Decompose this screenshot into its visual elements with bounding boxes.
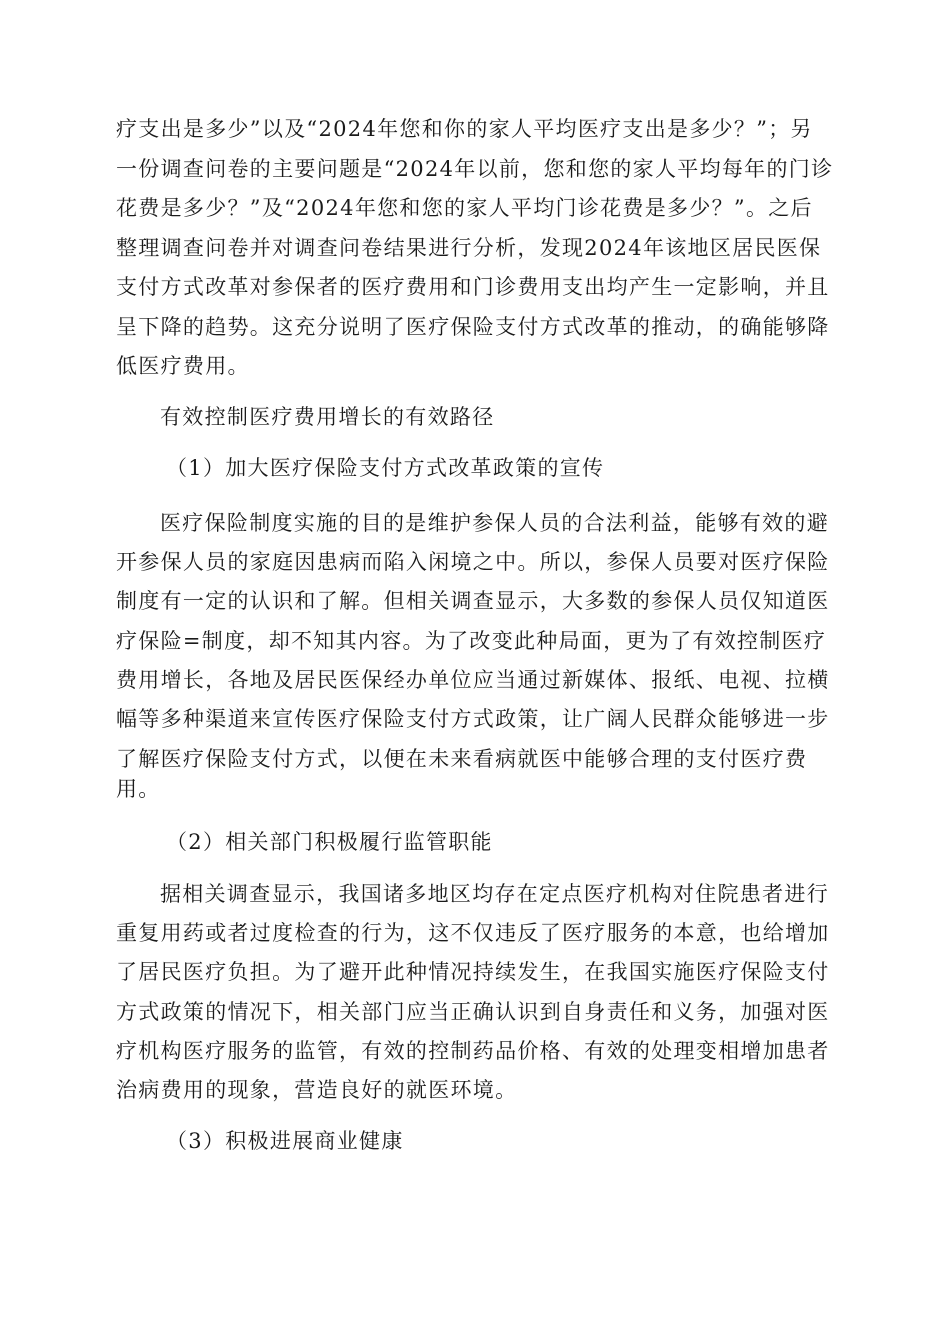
paragraph-line: 开参保人员的家庭因患病而陷入闲境之中。所以，参保人员要对医疗保险 (116, 550, 830, 574)
paragraph-line: 花费是多少？”及“2024年您和您的家人平均门诊花费是多少？”。之后 (116, 196, 813, 220)
paragraph-line: 费用增长，各地及居民医保经办单位应当通过新媒体、报纸、电视、拉横 (116, 668, 830, 692)
paragraph-line: 幅等多种渠道来宣传医疗保险支付方式政策，让广阔人民群众能够进一步 (116, 707, 830, 731)
paragraph-line: 治病费用的现象，营造良好的就医环境。 (116, 1078, 518, 1102)
paragraph-line: 疗支出是多少”以及“2024年您和你的家人平均医疗支出是多少？”；另 (116, 117, 813, 141)
paragraph-line: 低医疗费用。 (116, 354, 250, 378)
paragraph-line: 了解医疗保险支付方式，以便在未来看病就医中能够合理的支付医疗费 (116, 747, 808, 771)
paragraph-line: 一份调查问卷的主要问题是“2024年以前，您和您的家人平均每年的门诊 (116, 157, 834, 181)
section-heading: 有效控制医疗费用增长的有效路径 (160, 405, 495, 429)
subsection-heading: （1）加大医疗保险支付方式改革政策的宣传 (166, 456, 605, 480)
paragraph-line: 用。 (116, 777, 161, 801)
subsection-heading: （2）相关部门积极履行监管职能 (166, 830, 493, 854)
paragraph-line: 支付方式改革对参保者的医疗费用和门诊费用支出均产生一定影响，并且 (116, 275, 830, 299)
paragraph-line: 据相关调查显示，我国诸多地区均存在定点医疗机构对住院患者进行 (160, 882, 829, 906)
paragraph-line: 疗保险=制度，却不知其内容。为了改变此种局面，更为了有效控制医疗 (116, 629, 827, 653)
paragraph-line: 疗机构医疗服务的监管，有效的控制药品价格、有效的处理变相增加患者 (116, 1039, 830, 1063)
paragraph-line: 了居民医疗负担。为了避开此种情况持续发生，在我国实施医疗保险支付 (116, 960, 830, 984)
paragraph-line: 方式政策的情况下，相关部门应当正确认识到自身责任和义务，加强对医 (116, 1000, 830, 1024)
subsection-heading: （3）积极进展商业健康 (166, 1129, 404, 1153)
paragraph-line: 重复用药或者过度检查的行为，这不仅违反了医疗服务的本意，也给增加 (116, 921, 830, 945)
paragraph-line: 呈下降的趋势。这充分说明了医疗保险支付方式改革的推动，的确能够降 (116, 315, 830, 339)
paragraph-line: 医疗保险制度实施的目的是维护参保人员的合法利益，能够有效的避 (160, 511, 829, 535)
paragraph-line: 整理调查问卷并对调查问卷结果进行分析，发现2024年该地区居民医保 (116, 236, 822, 260)
paragraph-line: 制度有一定的认识和了解。但相关调查显示，大多数的参保人员仅知道医 (116, 589, 830, 613)
